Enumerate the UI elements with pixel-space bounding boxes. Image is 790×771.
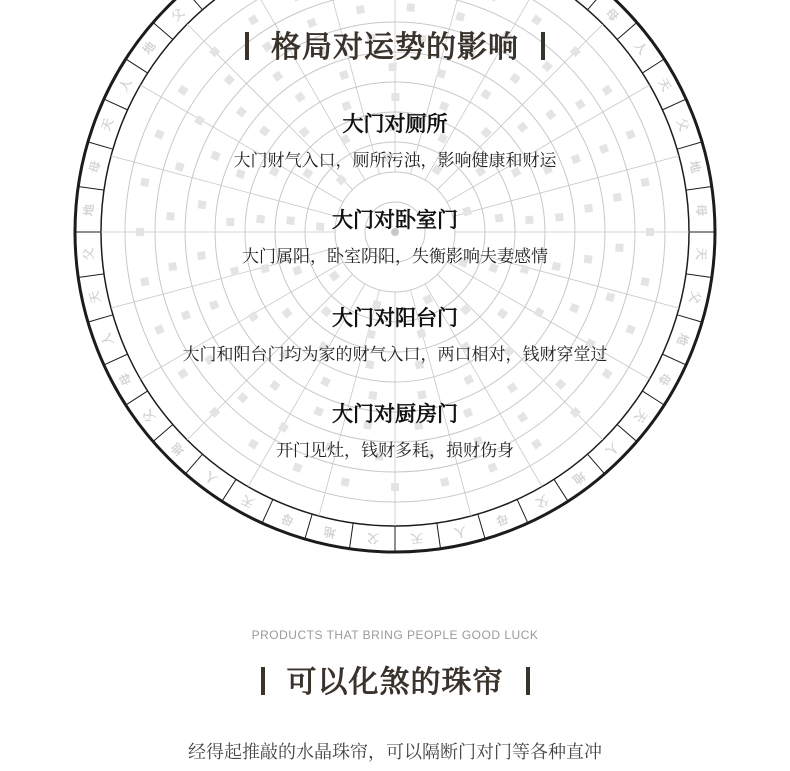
compass-outer-char: 地 [569,468,588,487]
compass-outer-char: 人 [602,439,622,459]
compass-outer-char: 人 [452,523,468,541]
compass-glyph-block [613,193,622,202]
compass-outer-char: 人 [202,468,221,487]
heading2-bar-right [526,667,530,695]
compass-glyph-block [487,0,497,2]
compass-outer-tick [305,514,312,539]
english-subtitle: PRODUCTS THAT BRING PEOPLE GOOD LUCK [251,628,539,642]
item-title-balcony: 大门对阳台门 [332,306,458,330]
item-desc-balcony: 大门和阳台门均为家的财气入口，两口相对，钱财穿堂过 [182,345,608,365]
compass-glyph-block [341,477,350,486]
compass-outer-char: 天 [693,247,709,261]
compass-spoke [447,85,650,202]
compass-glyph-block [507,382,518,393]
section2-heading-row [0,657,790,701]
compass-outer-char: 天 [86,289,104,305]
compass-glyph-block [295,91,306,102]
compass-glyph-block [406,3,415,12]
item-desc-toilet: 大门财气入口，厕所污浊，影响健康和财运 [233,151,557,171]
compass-outer-tick [686,274,712,278]
compass-glyph-block [436,69,446,79]
compass-glyph-block [555,379,566,390]
compass-outer-char: 母 [494,510,511,529]
compass-glyph-block [269,380,280,391]
compass-glyph-block [292,0,302,2]
compass-outer-char: 地 [686,159,704,175]
compass-glyph-block [329,270,340,281]
heading-bar-right [541,32,545,60]
compass-outer-char: 父 [140,406,159,425]
compass-glyph-block [391,93,399,101]
section-heading-row [0,22,790,66]
compass-glyph-block [320,376,331,387]
compass-outer-char: 天 [655,76,674,94]
compass-outer-char: 天 [631,406,650,425]
compass-glyph-block [292,462,302,472]
heading-bar-left [245,32,249,60]
compass-outer-char: 母 [693,203,709,217]
compass-outer-char: 母 [116,370,135,388]
compass-outer-tick [262,499,273,523]
compass-glyph-block [177,368,188,379]
compass-glyph-block [601,368,612,379]
compass-outer-char: 人 [631,39,650,58]
compass-glyph-block [224,74,235,85]
compass-outer-char: 天 [98,116,117,133]
compass-outer-tick [185,0,202,10]
compass-glyph-block [509,73,520,84]
compass-outer-char: 地 [168,439,188,459]
compass-outer-tick [78,186,104,190]
compass-outer-char: 地 [140,39,159,58]
compass-outer-tick [517,499,528,523]
compass-glyph-block [640,178,649,187]
bottom-description: 经得起推敲的水晶珠帘，可以隔断门对门等各种直冲 [188,742,602,763]
compass-glyph-block [455,12,465,22]
compass-outer-char: 母 [655,370,674,388]
compass-outer-char: 母 [279,510,296,529]
item-title-kitchen: 大门对厨房门 [332,402,458,426]
compass-outer-char: 父 [533,492,551,511]
compass-outer-tick [222,479,236,501]
compass-outer-char: 父 [81,247,97,261]
compass-glyph-block [177,85,188,96]
compass-outer-char: 地 [322,523,338,541]
compass-glyph-block [140,178,149,187]
compass-spoke [140,85,343,202]
compass-glyph-block [391,483,399,491]
compass-outer-tick [78,274,104,278]
section2-heading: 可以化煞的珠帘 [286,665,504,700]
item-desc-bedroom: 大门属阳，卧室阴阳，失衡影响夫妻感情 [242,247,548,267]
compass-outer-tick [349,523,353,549]
compass-glyph-block [480,89,491,100]
compass-glyph-block [601,85,612,96]
compass-glyph-block [463,374,474,385]
item-title-toilet: 大门对厕所 [342,112,448,136]
compass-outer-char: 地 [81,203,97,217]
compass-outer-char: 父 [673,116,692,133]
compass-outer-char: 父 [366,530,380,546]
compass-outer-tick [686,186,712,190]
compass-outer-char: 父 [168,5,188,25]
compass-glyph-block [339,70,349,80]
compass-outer-tick [554,479,568,501]
item-desc-kitchen: 开门见灶，钱财多耗，损财伤身 [276,441,514,461]
compass-glyph-block [356,5,365,14]
item-title-bedroom: 大门对卧室门 [332,208,458,232]
compass-outer-char: 母 [86,159,104,175]
compass-outer-char: 地 [673,331,692,348]
compass-outer-char: 母 [602,5,622,25]
compass-glyph-block [640,277,649,286]
compass-glyph-block [272,71,283,82]
heading2-bar-left [261,667,265,695]
compass-glyph-block [605,292,615,302]
compass-outer-char: 天 [239,492,257,511]
compass-outer-char: 父 [686,289,704,305]
compass-outer-char: 人 [98,331,117,348]
compass-outer-char: 人 [116,76,135,94]
compass-outer-char: 天 [410,530,424,546]
compass-outer-tick [437,523,441,549]
compass-outer-tick [588,0,605,10]
compass-glyph-block [487,462,497,472]
section-heading: 格局对运势的影响 [271,30,519,65]
compass-outer-tick [478,514,485,539]
compass-glyph-block [335,174,346,185]
compass-glyph-block [140,277,149,286]
compass-glyph-block [440,477,449,486]
